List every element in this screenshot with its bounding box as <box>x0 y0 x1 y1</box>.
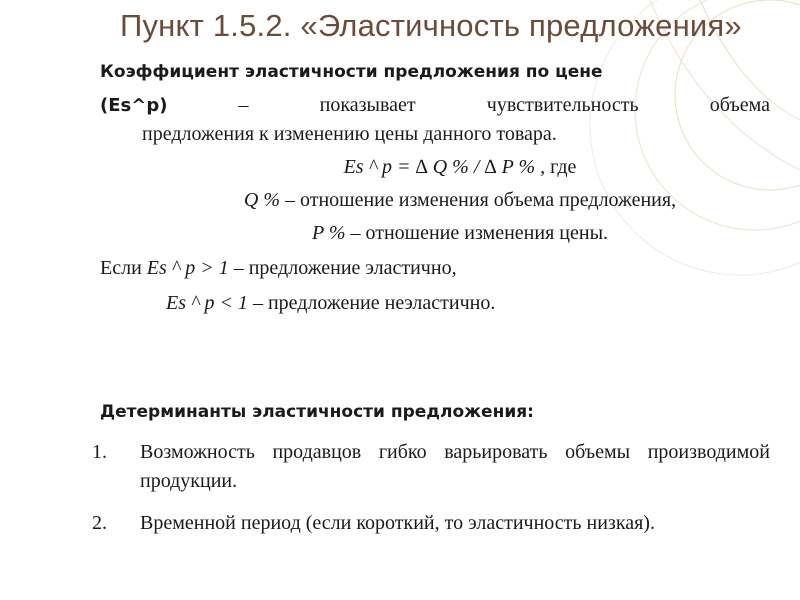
condition-2-symbol: Es ^ p < 1 <box>166 292 248 314</box>
list-item-text <box>140 509 770 538</box>
definition-term: (Es^p) <box>100 95 168 116</box>
determinants-list <box>92 438 770 538</box>
condition-inelastic <box>100 289 770 318</box>
legend-p-symbol: P % <box>311 222 346 244</box>
formula-suffix: где <box>545 156 577 178</box>
definition-word-3: чувствительность <box>486 94 639 116</box>
definition-word-4: объема <box>709 94 770 116</box>
definition-line-2: предложения к изменению цены данного товара. <box>142 123 557 145</box>
condition-elastic <box>100 254 770 283</box>
definition-heading: Коэффициент эластичности предложения по цене <box>100 62 603 82</box>
definition-block <box>100 58 770 318</box>
condition-lead: Если <box>100 257 147 279</box>
legend-q-text: – отношение изменения объема предложения, <box>280 189 677 211</box>
legend-q-symbol: Q % <box>243 189 280 211</box>
list-item-text <box>140 438 770 496</box>
legend-p <box>100 219 770 248</box>
definition-line-1 <box>100 91 770 120</box>
legend-p-text: – отношение изменения цены. <box>345 222 608 244</box>
legend-q <box>100 186 770 215</box>
condition-1-text: – предложение эластично, <box>228 257 457 279</box>
list-item <box>92 438 770 496</box>
formula <box>100 153 770 182</box>
definition-word-2: показывает <box>319 94 416 116</box>
list-item-number: 2. <box>92 512 107 534</box>
definition-word-1: – <box>238 94 249 116</box>
list-item <box>92 509 770 538</box>
formula-expression: Es ^ p = ∆ Q % / ∆ P % , <box>343 156 546 178</box>
condition-2-text: – предложение неэластично. <box>247 292 496 314</box>
list-item-number: 1. <box>92 441 107 463</box>
page-title: Пункт 1.5.2. «Эластичность предложения» <box>120 8 742 43</box>
determinants-heading: Детерминанты эластичности предложения: <box>100 402 534 422</box>
list-item-1-text: Возможность продавцов гибко варьировать объемы производимой продукции. <box>140 441 770 492</box>
condition-1-symbol: Es ^ p > 1 <box>146 257 229 279</box>
list-item-2-text: Временной период (если короткий, то эластичность низкая). <box>140 512 655 534</box>
